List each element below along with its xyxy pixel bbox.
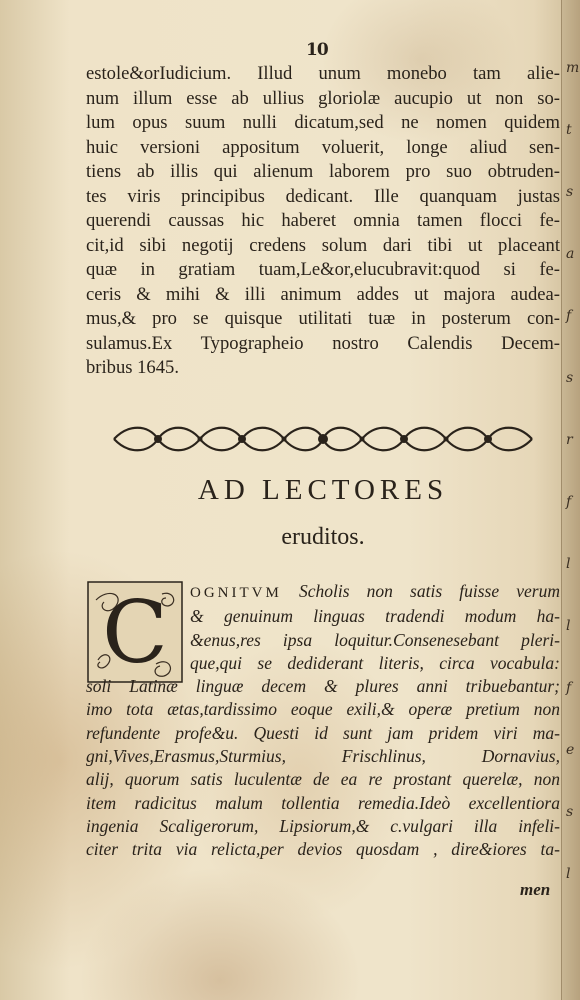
text-line: tes viris principibus dedicant. Ille quanquam justas [86, 185, 560, 207]
text-line: tiens ab illis qui alienum laborem pro suo obtruden- [86, 161, 560, 182]
text-line: & genuinum linguas tradendi modum ha- [190, 606, 560, 627]
text-line: soli Latinæ linguæ decem & plures anni tribuebantur; [86, 676, 560, 697]
publisher-note [86, 62, 560, 381]
margin-glyph: s [566, 370, 574, 386]
margin-glyph: e [566, 742, 575, 758]
text-line: mus,& pro se quisque utilitati tuæ in posterum con- [86, 308, 560, 329]
margin-glyph: s [566, 184, 574, 200]
preface-text [86, 580, 560, 862]
text-line: estole&orIudicium. Illud unum monebo tam alie- [86, 63, 560, 84]
preface-first-line: OGNITVM Scholis non satis fuisse verum [190, 581, 560, 601]
text-line: alij, quorum satis luculentæ de ea re prostant querelæ, non [86, 769, 560, 790]
margin-glyph: l [566, 866, 571, 882]
text-line: imo tota ætas,tardissimo eoque exili,& operæ pretium non [86, 699, 560, 720]
text-line: cit,id sibi negotij credens solum dari tibi ut placeant [86, 234, 560, 256]
text-line: huic versioni appositum voluerit, longe aliud sen- [86, 136, 560, 158]
text-line: querendi caussas hic haberet omnia tamen flocci fe- [86, 210, 560, 231]
margin-glyph: l [566, 618, 571, 634]
section-subheading: eruditos. [281, 524, 365, 550]
text-line: citer trita via relicta,per devios quosdam , dire&iores ta- [86, 839, 560, 860]
decorative-border-ornament [108, 420, 538, 458]
margin-glyph: m [566, 60, 580, 76]
text-line: que,qui se dediderant literis, circa vocabula: [190, 652, 560, 673]
text-line: ingenia Scaligerorum, Lipsiorum,& c.vulgari illa infeli- [86, 815, 560, 836]
margin-glyph: r [566, 432, 573, 448]
text-line: item radicitus malum tollentia remedia.Ideò excellentiora [86, 792, 560, 813]
margin-glyph: t [566, 122, 572, 138]
text-line: ceris & mihi & illi animum addes ut majora audea- [86, 283, 560, 305]
margin-glyph: f [566, 494, 572, 510]
margin-glyph: a [566, 246, 575, 262]
margin-glyph: l [566, 556, 571, 572]
section-heading: AD LECTORES [197, 474, 449, 506]
text-line: lum opus suum nulli dicatum,sed ne nomen quidem [86, 112, 560, 133]
text-line: gni,Vives,Erasmus,Sturmius, Frischlinus, Dornavius, [86, 746, 560, 767]
text-line: num illum esse ab ullius gloriolæ aucupio ut non so- [86, 87, 560, 109]
text-line: bribus 1645. [86, 357, 179, 378]
page-number: 10 [306, 40, 328, 60]
catchword: men [520, 880, 551, 899]
margin-glyph: f [566, 308, 572, 324]
text-line: quæ in gratiam tuam,Le&or,elucubravit:quod si fe- [86, 259, 560, 280]
facing-page-edge [561, 0, 580, 1000]
text-line: sulamus.Ex Typographeio nostro Calendis Decem- [86, 332, 560, 354]
svg-text:C: C [102, 583, 168, 683]
margin-glyph: f [566, 680, 572, 696]
margin-glyph: s [566, 804, 574, 820]
text-line: refundente profe&u. Questi id sunt jam pridem viri ma- [86, 722, 560, 743]
text-line: &enus,res ipsa loquitur.Consenesebant pleri- [190, 629, 560, 650]
